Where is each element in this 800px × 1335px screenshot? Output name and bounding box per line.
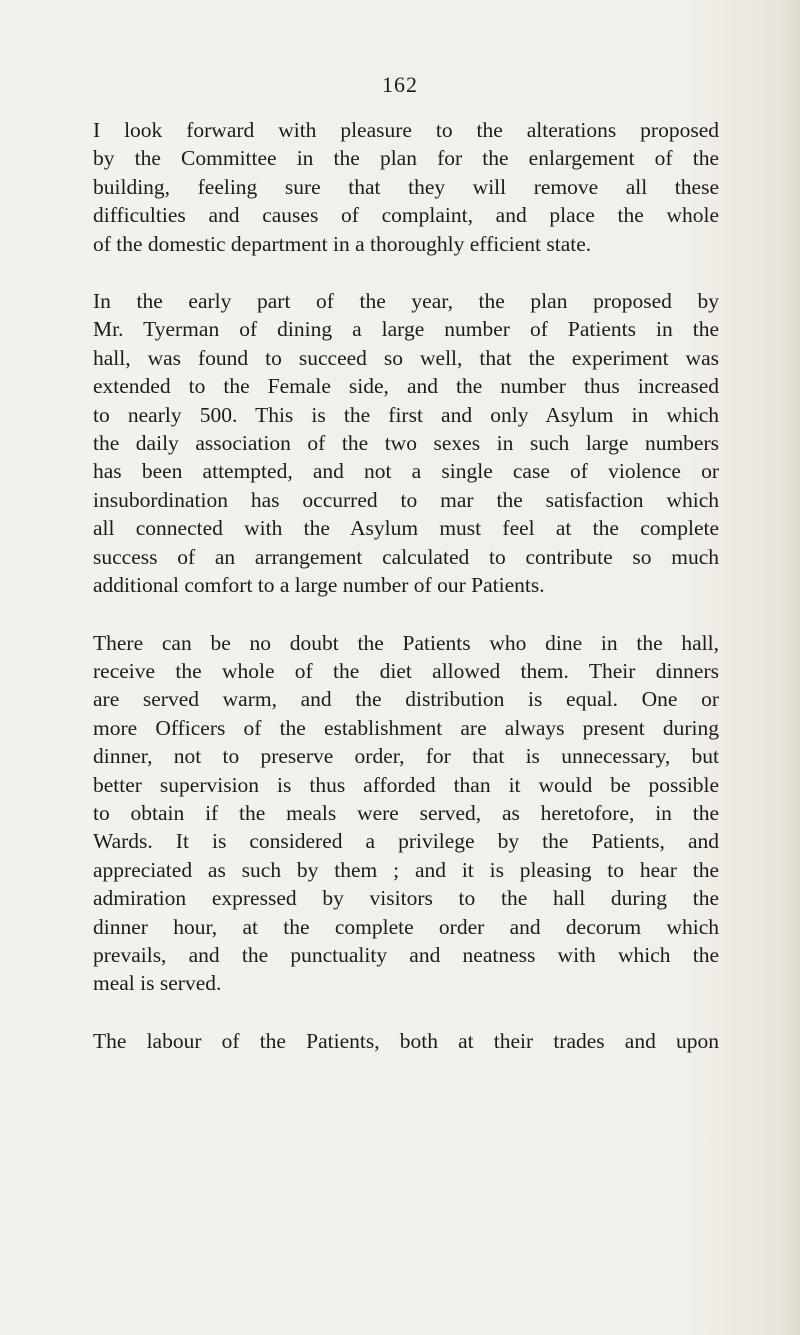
text-line: dinner, not to preserve order, for that is unnecessary, but xyxy=(93,744,719,769)
text-line: There can be no doubt the Patients who dine in the hall, xyxy=(93,630,719,655)
text-line: by the Committee in the plan for the enlargement of the xyxy=(93,146,719,171)
text-line: In the early part of the year, the plan proposed by xyxy=(93,289,719,314)
text-line: building, feeling sure that they will remove all these xyxy=(93,174,719,199)
text-line: Wards. It is considered a privilege by the Patients, and xyxy=(93,829,719,854)
text-line: hall, was found to succeed so well, that the experiment was xyxy=(93,345,719,370)
text-line: are served warm, and the distribution is equal. One or xyxy=(93,687,719,712)
text-line: success of an arrangement calculated to contribute so much xyxy=(93,544,719,569)
text-line: better supervision is thus afforded than it would be possible xyxy=(93,772,719,797)
text-line: insubordination has occurred to mar the satisfaction which xyxy=(93,487,719,512)
text-line: to nearly 500. This is the first and only Asylum in which xyxy=(93,402,719,427)
text-line: the daily association of the two sexes in such large numbers xyxy=(93,431,719,456)
text-line: prevails, and the punctuality and neatness with which the xyxy=(93,942,719,967)
paragraph-1 xyxy=(93,116,719,258)
text-line: appreciated as such by them ; and it is pleasing to hear the xyxy=(93,857,719,882)
text-line: all connected with the Asylum must feel at the complete xyxy=(93,516,719,541)
text-line: of the domestic department in a thoroughly efficient state. xyxy=(93,231,592,256)
paragraph-4 xyxy=(93,1027,719,1055)
text-line: The labour of the Patients, both at their trades and upon xyxy=(93,1028,719,1053)
text-line: admiration expressed by visitors to the hall during the xyxy=(93,886,719,911)
text-line: difficulties and causes of complaint, and place the whole xyxy=(93,203,719,228)
text-line: I look forward with pleasure to the alterations proposed xyxy=(93,118,719,142)
paragraph-3 xyxy=(93,629,719,998)
text-line: to obtain if the meals were served, as heretofore, in the xyxy=(93,800,719,825)
body-text xyxy=(93,116,719,1055)
text-line: additional comfort to a large number of our Patients. xyxy=(93,573,545,598)
text-line: receive the whole of the diet allowed them. Their dinners xyxy=(93,658,719,683)
page-number: 162 xyxy=(382,72,418,97)
text-line: dinner hour, at the complete order and decorum which xyxy=(93,914,719,939)
text-line: Mr. Tyerman of dining a large number of Patients in the xyxy=(93,317,719,342)
text-line: has been attempted, and not a single case of violence or xyxy=(93,459,719,484)
text-line: extended to the Female side, and the number thus increased xyxy=(93,374,719,399)
text-line: meal is served. xyxy=(93,971,222,996)
paragraph-2 xyxy=(93,287,719,599)
text-line: more Officers of the establishment are always present during xyxy=(93,715,719,740)
